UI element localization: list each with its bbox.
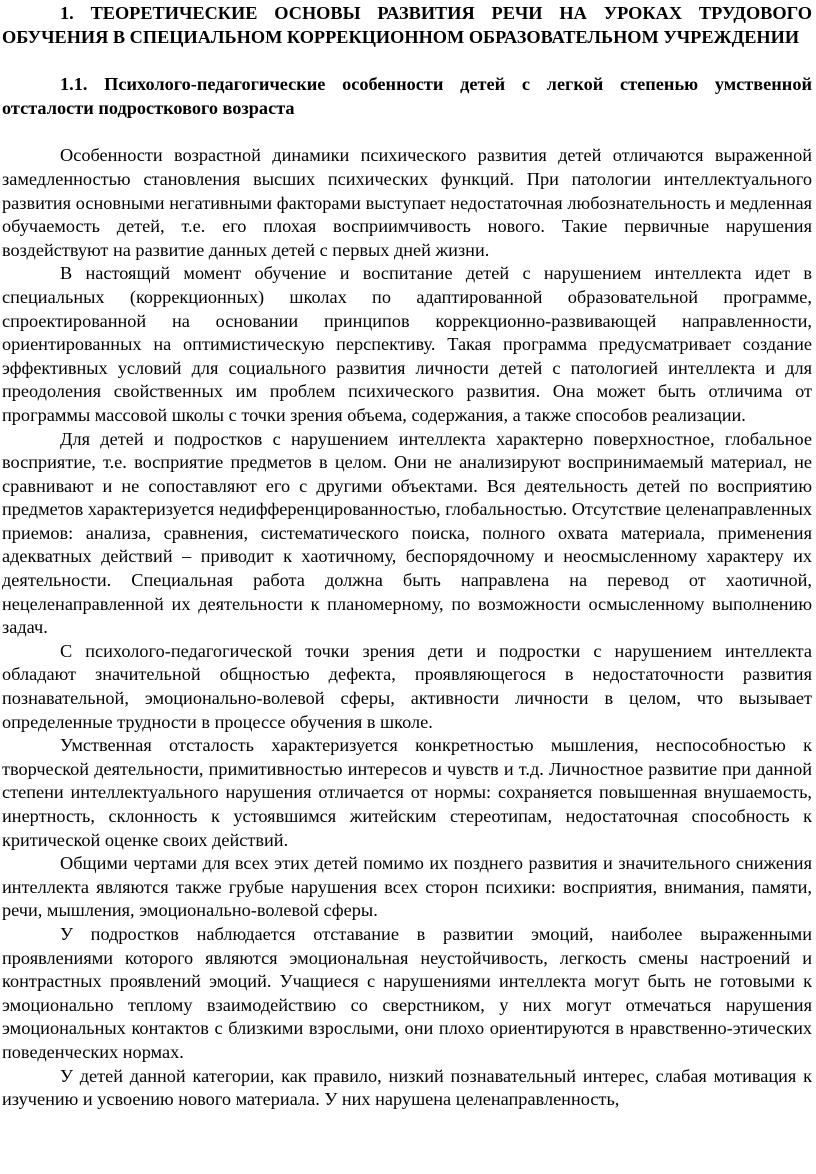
paragraph: У детей данной категории, как правило, низкий познавательный интерес, слабая мотивация к изучению и усвоению нового материала. У них нарушена целенаправленность,: [2, 1065, 812, 1110]
paragraph: Умственная отсталость характеризуется конкретностью мышления, неспособностью к творческой деятельности, примитивностью интересов и чувств и т.д. Личностное развитие при данной степени интеллектуального нарушения отличается от нормы: сохраняется повышенная внушаемость, инертность, склонность к устоявшимся житейским стереотипам, недостаточная способность к критической оценке своих действий.: [2, 735, 812, 850]
paragraph: С психолого-педагогической точки зрения дети и подростки с нарушением интеллекта обладают значительной общностью дефекта, проявляющегося в недостаточности развития познавательной, эмоционально-волевой сферы, активности личности в целом, что вызывает определенные трудности в процессе обучения в школе.: [2, 640, 812, 732]
paragraph: Особенности возрастной динамики психического развития детей отличаются выраженной замедленностью становления высших психических функций. При патологии интеллектуального развития основными негативными факторами выступает недостаточная любознательность и медленная обучаемость детей, т.е. его плохая восприимчивость нового. Такие первичные нарушения воздействуют на развитие данных детей с первых дней жизни.: [2, 145, 812, 260]
paragraph: Для детей и подростков с нарушением интеллекта характерно поверхностное, глобальное восприятие, т.е. восприятие предметов в целом. Они не анализируют воспринимаемый материал, не сравнивают и не сопоставляют его с другими объектами. Вся деятельность детей по восприятию предметов характеризуется недифференцированностью, глобальностью. Отсутствие целенаправленных приемов: анализа, сравнения, систематического поиска, полного охвата материала, применения адекватных действий – приводит к хаотичному, беспорядочному и неосмысленному характеру их деятельности. Специальная работа должна быть направлена на перевод от хаотичной, нецеленаправленной их деятельности к планомерному, по возможности осмысленному выполнению задач.: [2, 428, 812, 638]
paragraph: В настоящий момент обучение и воспитание детей с нарушением интеллекта идет в специальных (коррекционных) школах по адаптированной образовательной программе, спроектированной на основании принципов коррекционно-развивающей направленности, ориентированных на оптимистическую перспективу. Такая программа предусматривает создание эффективных условий для социального развития личности детей с патологией интеллекта и для преодоления свойственных им проблем психического развития. Она может быть отличима от программы массовой школы с точки зрения объема, содержания, а также способов реализации.: [2, 263, 812, 425]
paragraph: У подростков наблюдается отставание в развитии эмоций, наиболее выраженными проявлениями которого являются эмоциональная неустойчивость, легкость смены настроений и контрастных проявлений эмоций. Учащиеся с нарушениями интеллекта могут быть не готовыми к эмоционально теплому взаимодействию со сверстником, у них могут отмечаться нарушения эмоциональных контактов с близкими взрослыми, они плохо ориентируются в нравственно-этических поведенческих нормах.: [2, 923, 812, 1062]
body-text: [2, 144, 812, 1111]
chapter-heading: 1. ТЕОРЕТИЧЕСКИЕ ОСНОВЫ РАЗВИТИЯ РЕЧИ НА УРОКАХ ТРУДОВОГО ОБУЧЕНИЯ В СПЕЦИАЛЬНОМ КОРРЕКЦИОННОМ ОБРАЗОВАТЕЛЬНОМ УЧРЕЖДЕНИИ: [2, 3, 812, 47]
section-heading: 1.1. Психолого-педагогические особенности детей с легкой степенью умственной отсталости подросткового возраста: [2, 74, 812, 118]
paragraph: Общими чертами для всех этих детей помимо их позднего развития и значительного снижения интеллекта являются также грубые нарушения всех сторон психики: восприятия, внимания, памяти, речи, мышления, эмоционально-волевой сферы.: [2, 853, 812, 921]
